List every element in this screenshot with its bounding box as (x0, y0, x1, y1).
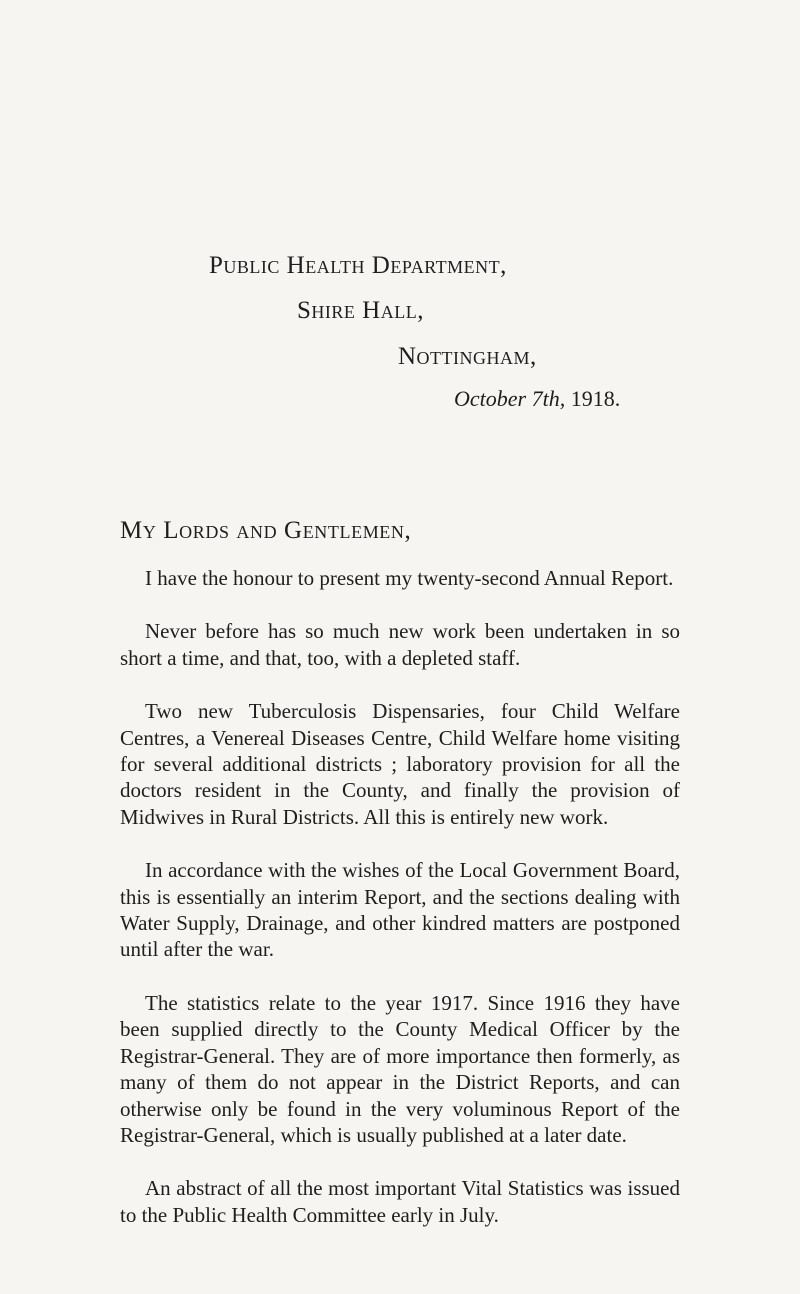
letterhead-city: Nottingham, (398, 343, 537, 370)
paragraph: In accordance with the wishes of the Local Government Board, this is essentially an interim Report, and the sections dealing with Water Supply, Drainage, and other kindred matters are postponed until after the war. (120, 858, 680, 962)
letterhead-department: Public Health Department, (209, 252, 507, 279)
paragraph: An abstract of all the most important Vital Statistics was issued to the Public Health Committee early in July. (120, 1176, 680, 1227)
letterhead-building: Shire Hall, (297, 297, 424, 324)
date-month-day: October 7th, (454, 386, 566, 411)
date-year: 1918. (570, 386, 621, 411)
paragraph: Never before has so much new work been undertaken in so short a time, and that, too, with a depleted staff. (120, 619, 680, 670)
letter-date (454, 386, 620, 412)
paragraph: The statistics relate to the year 1917. Since 1916 they have been supplied directly to the County Medical Officer by the Registrar-General. They are of more importance then formerly, as many of them do not appear in the District Reports, and can otherwise only be found in the very voluminous Report of the Registrar-General, which is usually published at a later date. (120, 990, 680, 1147)
letter-body (120, 565, 680, 1255)
salutation: My Lords and Gentlemen, (120, 517, 412, 544)
paragraph: I have the honour to present my twenty-second Annual Report. (145, 566, 674, 590)
paragraph: Two new Tuberculosis Dispensaries, four Child Welfare Centres, a Venereal Diseases Centre, Child Welfare home visiting for several additional districts ; laboratory provision for all the doctors resident in the County, and finally the provision of Midwives in Rural Districts. All this is entirely new work. (120, 699, 680, 829)
